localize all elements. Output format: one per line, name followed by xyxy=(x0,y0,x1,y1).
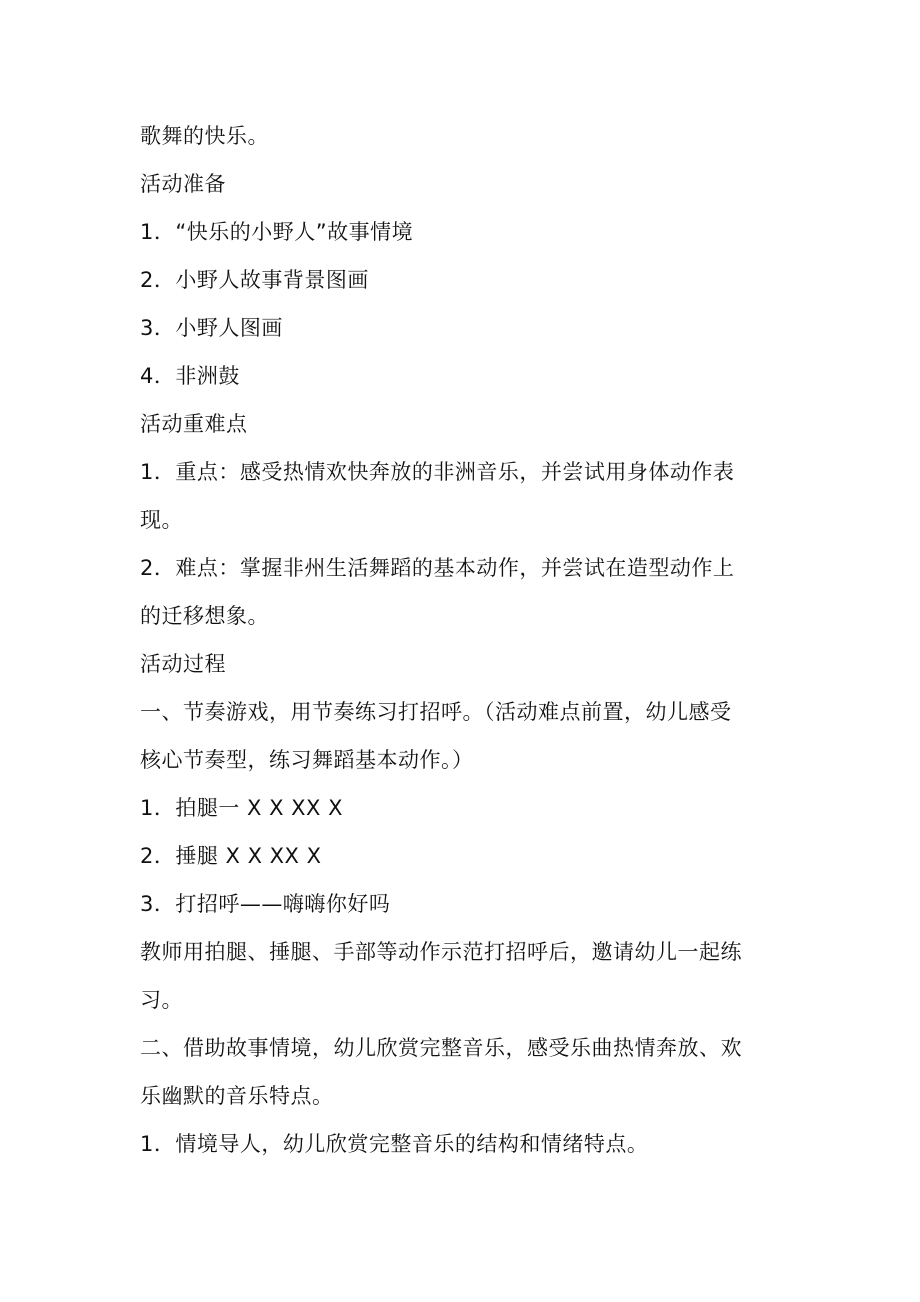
list-item: 2．难点：掌握非州生活舞蹈的基本动作，并尝试在造型动作上 xyxy=(140,556,735,580)
list-item: 1．拍腿一 X X XX X xyxy=(140,796,343,820)
paragraph-line: 核心节奏型，练习舞蹈基本动作。） xyxy=(140,748,474,772)
list-item: 4．非洲鼓 xyxy=(140,364,240,388)
list-item: 2．小野人故事背景图画 xyxy=(140,268,369,292)
section-heading-preparation: 活动准备 xyxy=(140,172,226,196)
list-item: 2．捶腿 X X XX X xyxy=(140,844,322,868)
section-heading-process: 活动过程 xyxy=(140,652,226,676)
paragraph-line: 习。 xyxy=(140,988,183,1012)
list-item: 1．重点：感受热情欢快奔放的非洲音乐，并尝试用身体动作表 xyxy=(140,460,735,484)
list-item: 3．小野人图画 xyxy=(140,316,283,340)
section-heading-key-points: 活动重难点 xyxy=(140,412,248,436)
paragraph-line: 一、节奏游戏，用节奏练习打招呼。（活动难点前置，幼儿感受 xyxy=(140,700,732,724)
document-body xyxy=(140,112,790,1168)
text-line: 的迁移想象。 xyxy=(140,604,269,628)
text-line: 现。 xyxy=(140,508,183,532)
list-item: 3．打招呼——嗨嗨你好吗 xyxy=(140,892,391,916)
paragraph-line: 乐幽默的音乐特点。 xyxy=(140,1084,334,1108)
list-item: 1．情境导人，幼儿欣赏完整音乐的结构和情绪特点。 xyxy=(140,1132,649,1156)
paragraph-line: 教师用拍腿、捶腿、手部等动作示范打招呼后，邀请幼儿一起练 xyxy=(140,940,742,964)
text-line: 歌舞的快乐。 xyxy=(140,124,269,148)
list-item: 1．“快乐的小野人”故事情境 xyxy=(140,220,414,244)
paragraph-line: 二、借助故事情境，幼儿欣赏完整音乐，感受乐曲热情奔放、欢 xyxy=(140,1036,742,1060)
